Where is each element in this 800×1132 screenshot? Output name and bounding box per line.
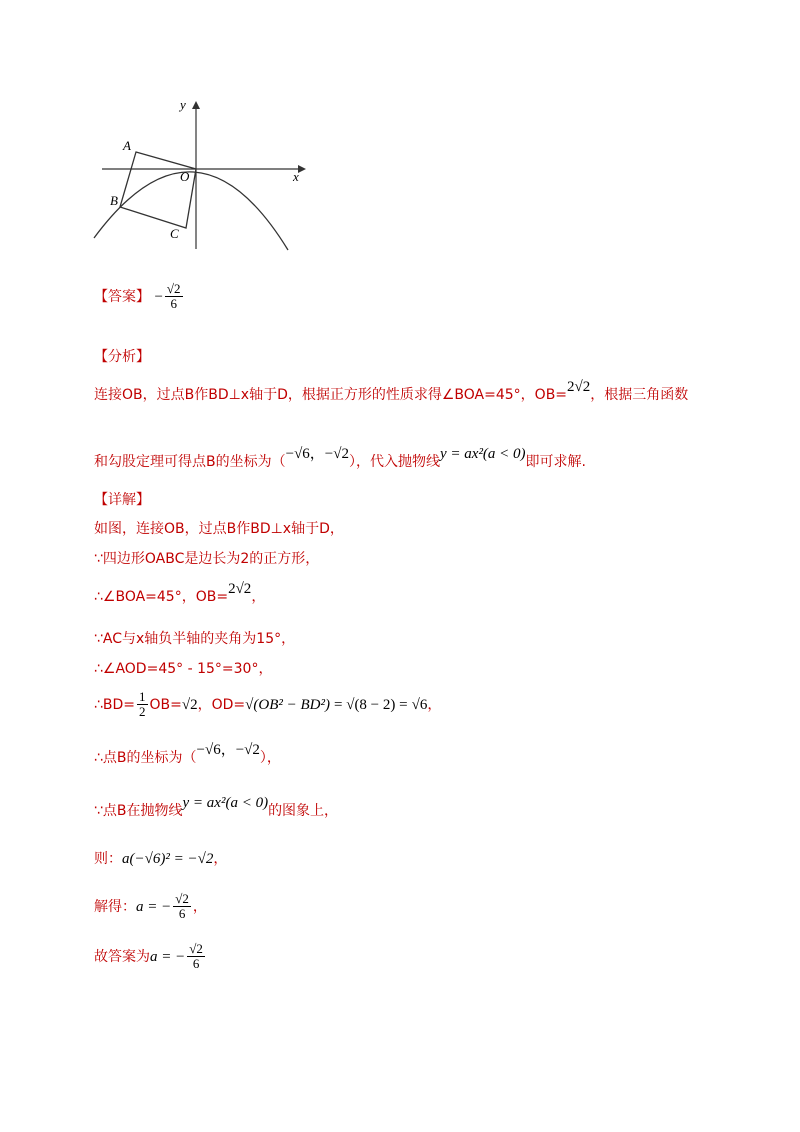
label-a: A	[123, 138, 131, 153]
label-x: x	[293, 169, 299, 184]
detail-step-6: ∴BD= $\frac{1}{2}$ OB=√2，OD=√(OB² − BD²) = √(8 − 2) = √6，	[94, 689, 442, 720]
y-axis-arrow	[192, 101, 200, 109]
answer-line	[94, 282, 185, 312]
detail-step-8: ∵点B在抛物线y = ax²(a < 0)的图象上，	[94, 795, 339, 819]
label-b: B	[110, 193, 118, 208]
detail-step-1: 如图，连接OB，过点B作BD⊥x轴于D，	[94, 521, 344, 537]
ob-value: 2√2	[567, 379, 591, 395]
detail-heading: 【详解】	[94, 492, 150, 508]
detail-step-7: ∴点B的坐标为（−√6，−√2），	[94, 742, 281, 766]
analysis-heading: 【分析】	[94, 349, 150, 365]
detail-step-4: ∵AC与x轴负半轴的夹角为15°，	[94, 631, 296, 647]
label-o: O	[180, 169, 190, 184]
b-coordinate: −√6，−√2	[285, 446, 349, 462]
detail-step-11: 故答案为a = − $\frac{√2}{6}$	[94, 941, 203, 972]
label-c: C	[170, 226, 179, 241]
detail-step-9: 则：a(−√6)² = −√2，	[94, 851, 228, 867]
half-fraction: $\frac{1}{2}$	[139, 689, 146, 720]
answer-label: 【答案】	[94, 288, 150, 305]
detail-step-2: ∵四边形OABC是边长为2的正方形，	[94, 551, 320, 567]
geometry-figure	[90, 95, 310, 260]
analysis-line-1: 连接OB，过点B作BD⊥x轴于D，根据正方形的性质求得∠BOA=45°，OB=2√2，根据三角函数	[94, 379, 689, 403]
label-y: y	[180, 97, 186, 112]
answer-fraction: $\frac{√2}{6}$	[166, 281, 181, 312]
square-oabc	[120, 152, 196, 228]
detail-step-3: ∴∠BOA=45°，OB=2√2，	[94, 581, 266, 605]
detail-step-10: 解得：a = − $\frac{√2}{6}$ ，	[94, 891, 207, 922]
x-axis-arrow	[298, 165, 306, 173]
parabola	[94, 172, 288, 250]
detail-step-5: ∴∠AOD=45° - 15°=30°，	[94, 661, 273, 677]
analysis-line-2: 和勾股定理可得点B的坐标为（−√6，−√2），代入抛物线y = ax²(a < 0)即可求解.	[94, 446, 586, 470]
parabola-equation: y = ax²(a < 0)	[440, 446, 526, 462]
answer-sign: −	[154, 288, 163, 305]
